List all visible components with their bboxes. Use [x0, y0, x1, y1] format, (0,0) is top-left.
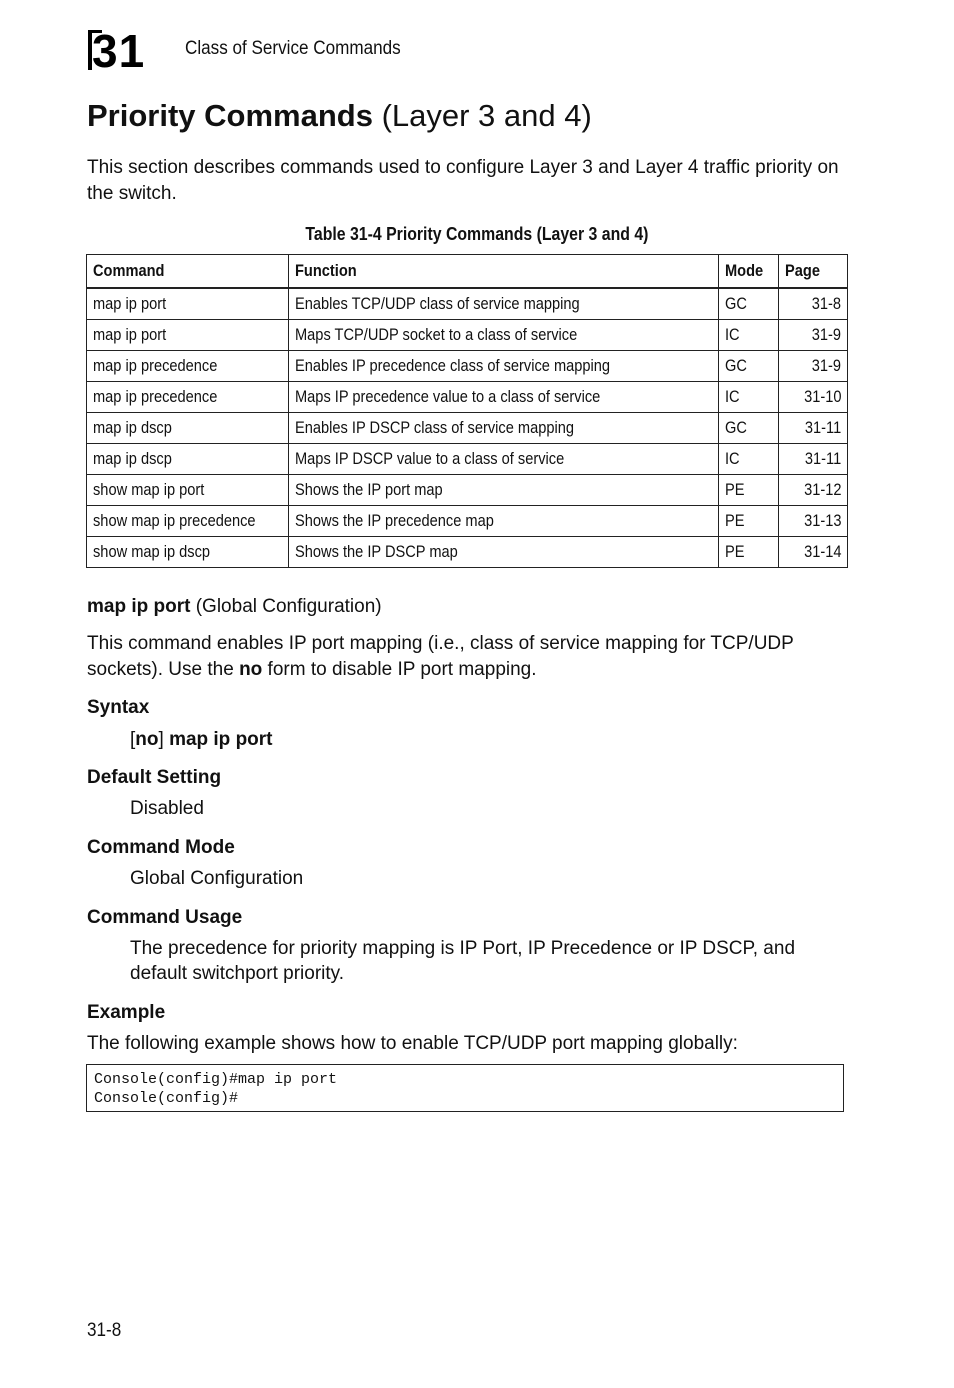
example-intro: The following example shows how to enable TCP/UDP port mapping globally: — [87, 1033, 738, 1054]
syntax-heading: Syntax — [87, 697, 150, 718]
chapter-number-badge — [88, 25, 160, 77]
table-row — [87, 320, 848, 351]
cell-page: 31-14 — [779, 537, 848, 568]
cell-page: 31-8 — [779, 288, 848, 320]
page-number: 31-8 — [87, 1320, 122, 1341]
running-header-title: Class of Service Commands — [185, 38, 401, 59]
code-example-box — [86, 1064, 844, 1112]
cell-command: map ip precedence — [87, 382, 289, 413]
column-header-page: Page — [779, 255, 848, 289]
cell-function: Shows the IP precedence map — [289, 506, 719, 537]
cell-command: show map ip precedence — [87, 506, 289, 537]
table-header-row — [87, 255, 848, 289]
priority-commands-table — [86, 254, 848, 568]
cell-function: Enables IP precedence class of service mapping — [289, 351, 719, 382]
intro-paragraph: This section describes commands used to configure Layer 3 and Layer 4 traffic priority on the switch. — [87, 157, 839, 204]
table-row — [87, 444, 848, 475]
cell-mode: GC — [718, 413, 779, 444]
command-name: map ip port — [87, 596, 191, 617]
cell-page: 31-9 — [779, 320, 848, 351]
cell-command: show map ip dscp — [87, 537, 289, 568]
cell-page: 31-9 — [779, 351, 848, 382]
command-context: (Global Configuration) — [190, 596, 382, 617]
command-mode-value: Global Configuration — [130, 868, 304, 889]
cell-function: Enables IP DSCP class of service mapping — [289, 413, 719, 444]
table-row — [87, 382, 848, 413]
cell-function: Shows the IP DSCP map — [289, 537, 719, 568]
cell-command: map ip dscp — [87, 444, 289, 475]
cell-command: map ip port — [87, 288, 289, 320]
cell-page: 31-11 — [779, 444, 848, 475]
cell-mode: PE — [718, 506, 779, 537]
cell-command: map ip dscp — [87, 413, 289, 444]
cell-function: Maps TCP/UDP socket to a class of service — [289, 320, 719, 351]
section-title — [87, 98, 592, 134]
cell-function: Enables TCP/UDP class of service mapping — [289, 288, 719, 320]
command-description: This command enables IP port mapping (i.e., class of service mapping for TCP/UDP sockets). Use the no form to disable IP port mapping. — [87, 633, 794, 680]
cell-command: map ip port — [87, 320, 289, 351]
example-heading: Example — [87, 1002, 166, 1023]
cell-command: map ip precedence — [87, 351, 289, 382]
cell-page: 31-10 — [779, 382, 848, 413]
command-heading — [87, 596, 382, 618]
table-row — [87, 475, 848, 506]
column-header-function: Function — [289, 255, 719, 289]
cell-mode: PE — [718, 475, 779, 506]
command-usage-text: The precedence for priority mapping is IP Port, IP Precedence or IP DSCP, and default switchport priority. — [130, 938, 796, 984]
section-title-rest: (Layer 3 and 4) — [372, 98, 592, 133]
cell-mode: IC — [718, 320, 779, 351]
section-title-bold: Priority Commands — [87, 98, 373, 133]
table-row — [87, 413, 848, 444]
cell-page: 31-11 — [779, 413, 848, 444]
cell-mode: GC — [718, 288, 779, 320]
cell-page: 31-13 — [779, 506, 848, 537]
cell-mode: PE — [718, 537, 779, 568]
code-line: Console(config)# — [94, 1090, 239, 1107]
table-row — [87, 351, 848, 382]
code-line: Console(config)#map ip port — [94, 1071, 338, 1088]
table-row — [87, 288, 848, 320]
cell-function: Maps IP precedence value to a class of service — [289, 382, 719, 413]
cell-function: Shows the IP port map — [289, 475, 719, 506]
command-usage-heading: Command Usage — [87, 907, 243, 928]
cell-command: show map ip port — [87, 475, 289, 506]
no-keyword: no — [239, 659, 263, 680]
cell-mode: GC — [718, 351, 779, 382]
column-header-command: Command — [87, 255, 289, 289]
table-caption: Table 31-4 Priority Commands (Layer 3 and 4) — [305, 224, 649, 244]
default-setting-value: Disabled — [130, 798, 204, 819]
default-setting-heading: Default Setting — [87, 767, 222, 788]
command-mode-heading: Command Mode — [87, 837, 235, 858]
cell-function: Maps IP DSCP value to a class of service — [289, 444, 719, 475]
column-header-mode: Mode — [718, 255, 779, 289]
cell-mode: IC — [718, 382, 779, 413]
table-row — [87, 506, 848, 537]
cell-mode: IC — [718, 444, 779, 475]
syntax-line: [no] map ip port — [130, 729, 273, 750]
chapter-number: 31 — [92, 25, 146, 77]
cell-page: 31-12 — [779, 475, 848, 506]
table-row — [87, 537, 848, 568]
